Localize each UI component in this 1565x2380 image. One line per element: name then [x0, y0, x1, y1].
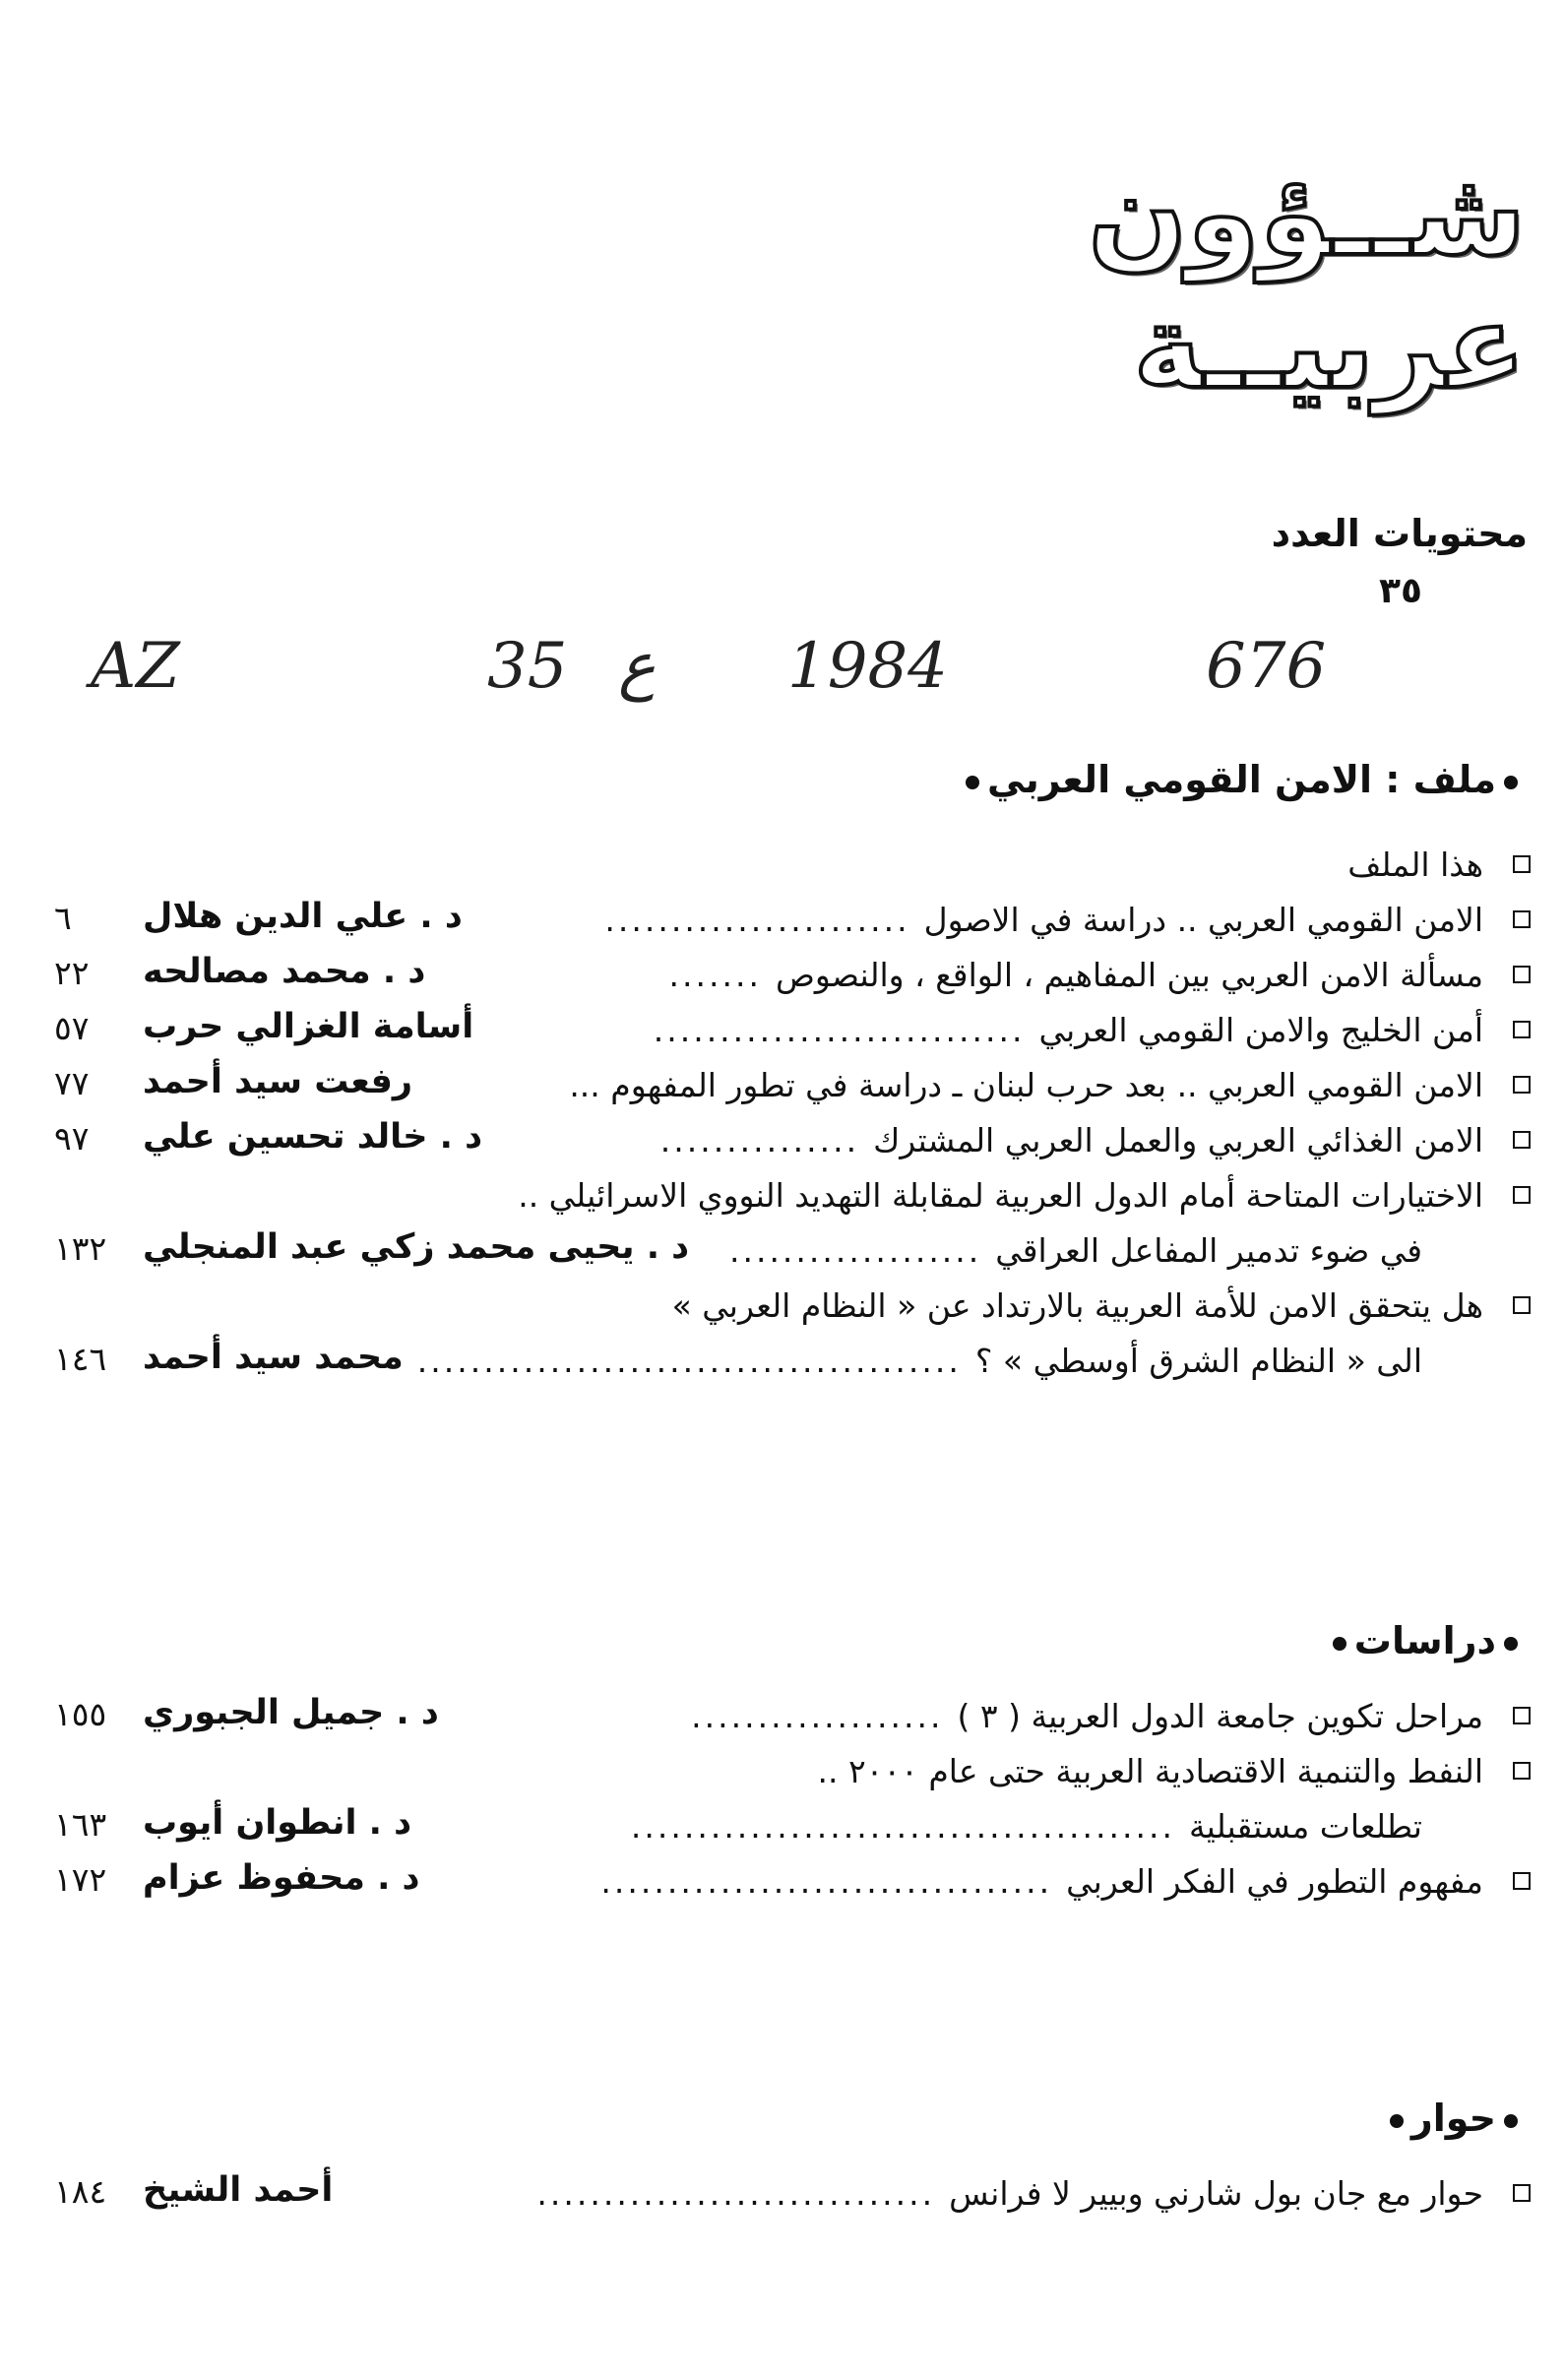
checkbox-icon [1513, 1872, 1531, 1890]
bullet-icon [1504, 776, 1518, 789]
item-author: د . محفوظ عزام [143, 1858, 420, 1898]
item-title: الى « النظام الشرق أوسطي » ؟......................................... [416, 1342, 1422, 1380]
logo-line-1: شــؤون [1088, 146, 1526, 282]
section-heading-dialogue [1382, 2097, 1526, 2140]
item-title: النفط والتنمية الاقتصادية العربية حتى عام ٢٠٠٠ .. [817, 1752, 1483, 1790]
checkbox-icon [1513, 1186, 1531, 1204]
issue-number: ٣٥ [1379, 571, 1422, 611]
file-section-list [54, 842, 1531, 1393]
masthead-logo [1088, 146, 1526, 443]
list-item[interactable] [54, 1858, 1531, 1913]
item-page: ٧٧ [54, 1064, 90, 1102]
item-page: ١٧٢ [54, 1860, 107, 1899]
bullet-icon [1333, 1637, 1346, 1651]
bullet-icon [966, 776, 979, 789]
checkbox-icon [1513, 855, 1531, 873]
item-author: أحمد الشيخ [143, 2170, 334, 2210]
item-page: ١٨٤ [54, 2172, 107, 2211]
handwritten-note: AZ [91, 630, 180, 703]
item-author: د . يحيى محمد زكي عبد المنجلي [143, 1227, 690, 1267]
item-title: هل يتحقق الامن للأمة العربية بالارتداد عن « النظام العربي » [671, 1286, 1483, 1325]
item-title: الامن القومي العربي .. بعد حرب لبنان ـ دراسة في تطور المفهوم ... [569, 1066, 1483, 1104]
handwritten-note: 35 [487, 630, 568, 703]
item-author: د . محمد مصالحه [143, 952, 426, 991]
item-page: ١٦٣ [54, 1805, 107, 1844]
list-item[interactable] [54, 897, 1531, 952]
item-page: ٦ [54, 899, 72, 937]
item-page: ٢٢ [54, 954, 90, 992]
checkbox-icon [1513, 1076, 1531, 1094]
studies-section-list [54, 1693, 1531, 1913]
item-title: حوار مع جان بول شارني وبيير لا فرانس.............................. [536, 2174, 1483, 2213]
list-item[interactable] [54, 1062, 1531, 1117]
list-item[interactable] [54, 1117, 1531, 1172]
item-author: رفعت سيد أحمد [143, 1062, 413, 1101]
dialogue-section-list [54, 2170, 1531, 2225]
list-item[interactable] [54, 1693, 1531, 1748]
handwritten-note: ع [618, 630, 657, 703]
item-page: ٩٧ [54, 1119, 90, 1158]
checkbox-icon [1513, 1707, 1531, 1724]
item-title: الاختيارات المتاحة أمام الدول العربية لمقابلة التهديد النووي الاسرائيلي .. [518, 1176, 1483, 1215]
logo-line-2: عربيــة [1133, 279, 1526, 414]
list-item[interactable] [54, 1748, 1531, 1803]
handwritten-note: 676 [1206, 630, 1327, 703]
section-heading-file [958, 758, 1526, 801]
item-title: مراحل تكوين جامعة الدول العربية ( ٣ )................... [691, 1697, 1483, 1735]
item-author: د . علي الدين هلال [143, 897, 463, 936]
checkbox-icon [1513, 1131, 1531, 1149]
checkbox-icon [1513, 2184, 1531, 2202]
bullet-icon [1390, 2114, 1404, 2128]
item-title: مسألة الامن العربي بين المفاهيم ، الواقع ، والنصوص....... [668, 956, 1483, 994]
item-author: د . خالد تحسين علي [143, 1117, 483, 1157]
item-title: الامن القومي العربي .. دراسة في الاصول....................... [604, 901, 1483, 939]
item-page: ١٥٥ [54, 1695, 107, 1733]
item-title: أمن الخليج والامن القومي العربي............................ [653, 1011, 1483, 1049]
list-item[interactable] [54, 952, 1531, 1007]
checkbox-icon [1513, 1021, 1531, 1038]
list-item[interactable] [54, 1007, 1531, 1062]
checkbox-icon [1513, 966, 1531, 983]
bullet-icon [1504, 2114, 1518, 2128]
checkbox-icon [1513, 910, 1531, 928]
checkbox-icon [1513, 1296, 1531, 1314]
list-item[interactable] [54, 1172, 1531, 1227]
item-page: ٥٧ [54, 1009, 90, 1047]
list-item[interactable] [54, 1227, 1531, 1283]
bullet-icon [1504, 1637, 1518, 1651]
list-item[interactable] [54, 1338, 1531, 1393]
section-heading-studies [1325, 1619, 1526, 1662]
item-author: د . جميل الجبوري [143, 1693, 439, 1732]
item-title: الامن الغذائي العربي والعمل العربي المشترك............... [659, 1121, 1483, 1159]
item-title: تطلعات مستقبلية......................................... [630, 1807, 1422, 1846]
item-title: مفهوم التطور في الفكر العربي.................................. [600, 1862, 1483, 1901]
contents-title: محتويات العدد [1271, 512, 1528, 555]
item-title: في ضوء تدمير المفاعل العراقي................... [728, 1231, 1422, 1270]
list-item[interactable] [54, 842, 1531, 897]
list-item[interactable] [54, 1803, 1531, 1858]
item-page: ١٤٦ [54, 1340, 107, 1378]
section-heading-text: حوار [1410, 2097, 1496, 2140]
item-author: محمد سيد أحمد [143, 1338, 404, 1377]
checkbox-icon [1513, 1762, 1531, 1780]
item-author: أسامة الغزالي حرب [143, 1007, 474, 1046]
item-title: هذا الملف [1347, 846, 1483, 884]
list-item[interactable] [54, 1283, 1531, 1338]
handwritten-note: 1984 [787, 630, 948, 703]
list-item[interactable] [54, 2170, 1531, 2225]
item-page: ١٣٢ [54, 1229, 107, 1268]
section-heading-text: دراسات [1353, 1619, 1496, 1662]
item-author: د . انطوان أيوب [143, 1803, 412, 1843]
section-heading-text: ملف : الامن القومي العربي [987, 758, 1496, 801]
